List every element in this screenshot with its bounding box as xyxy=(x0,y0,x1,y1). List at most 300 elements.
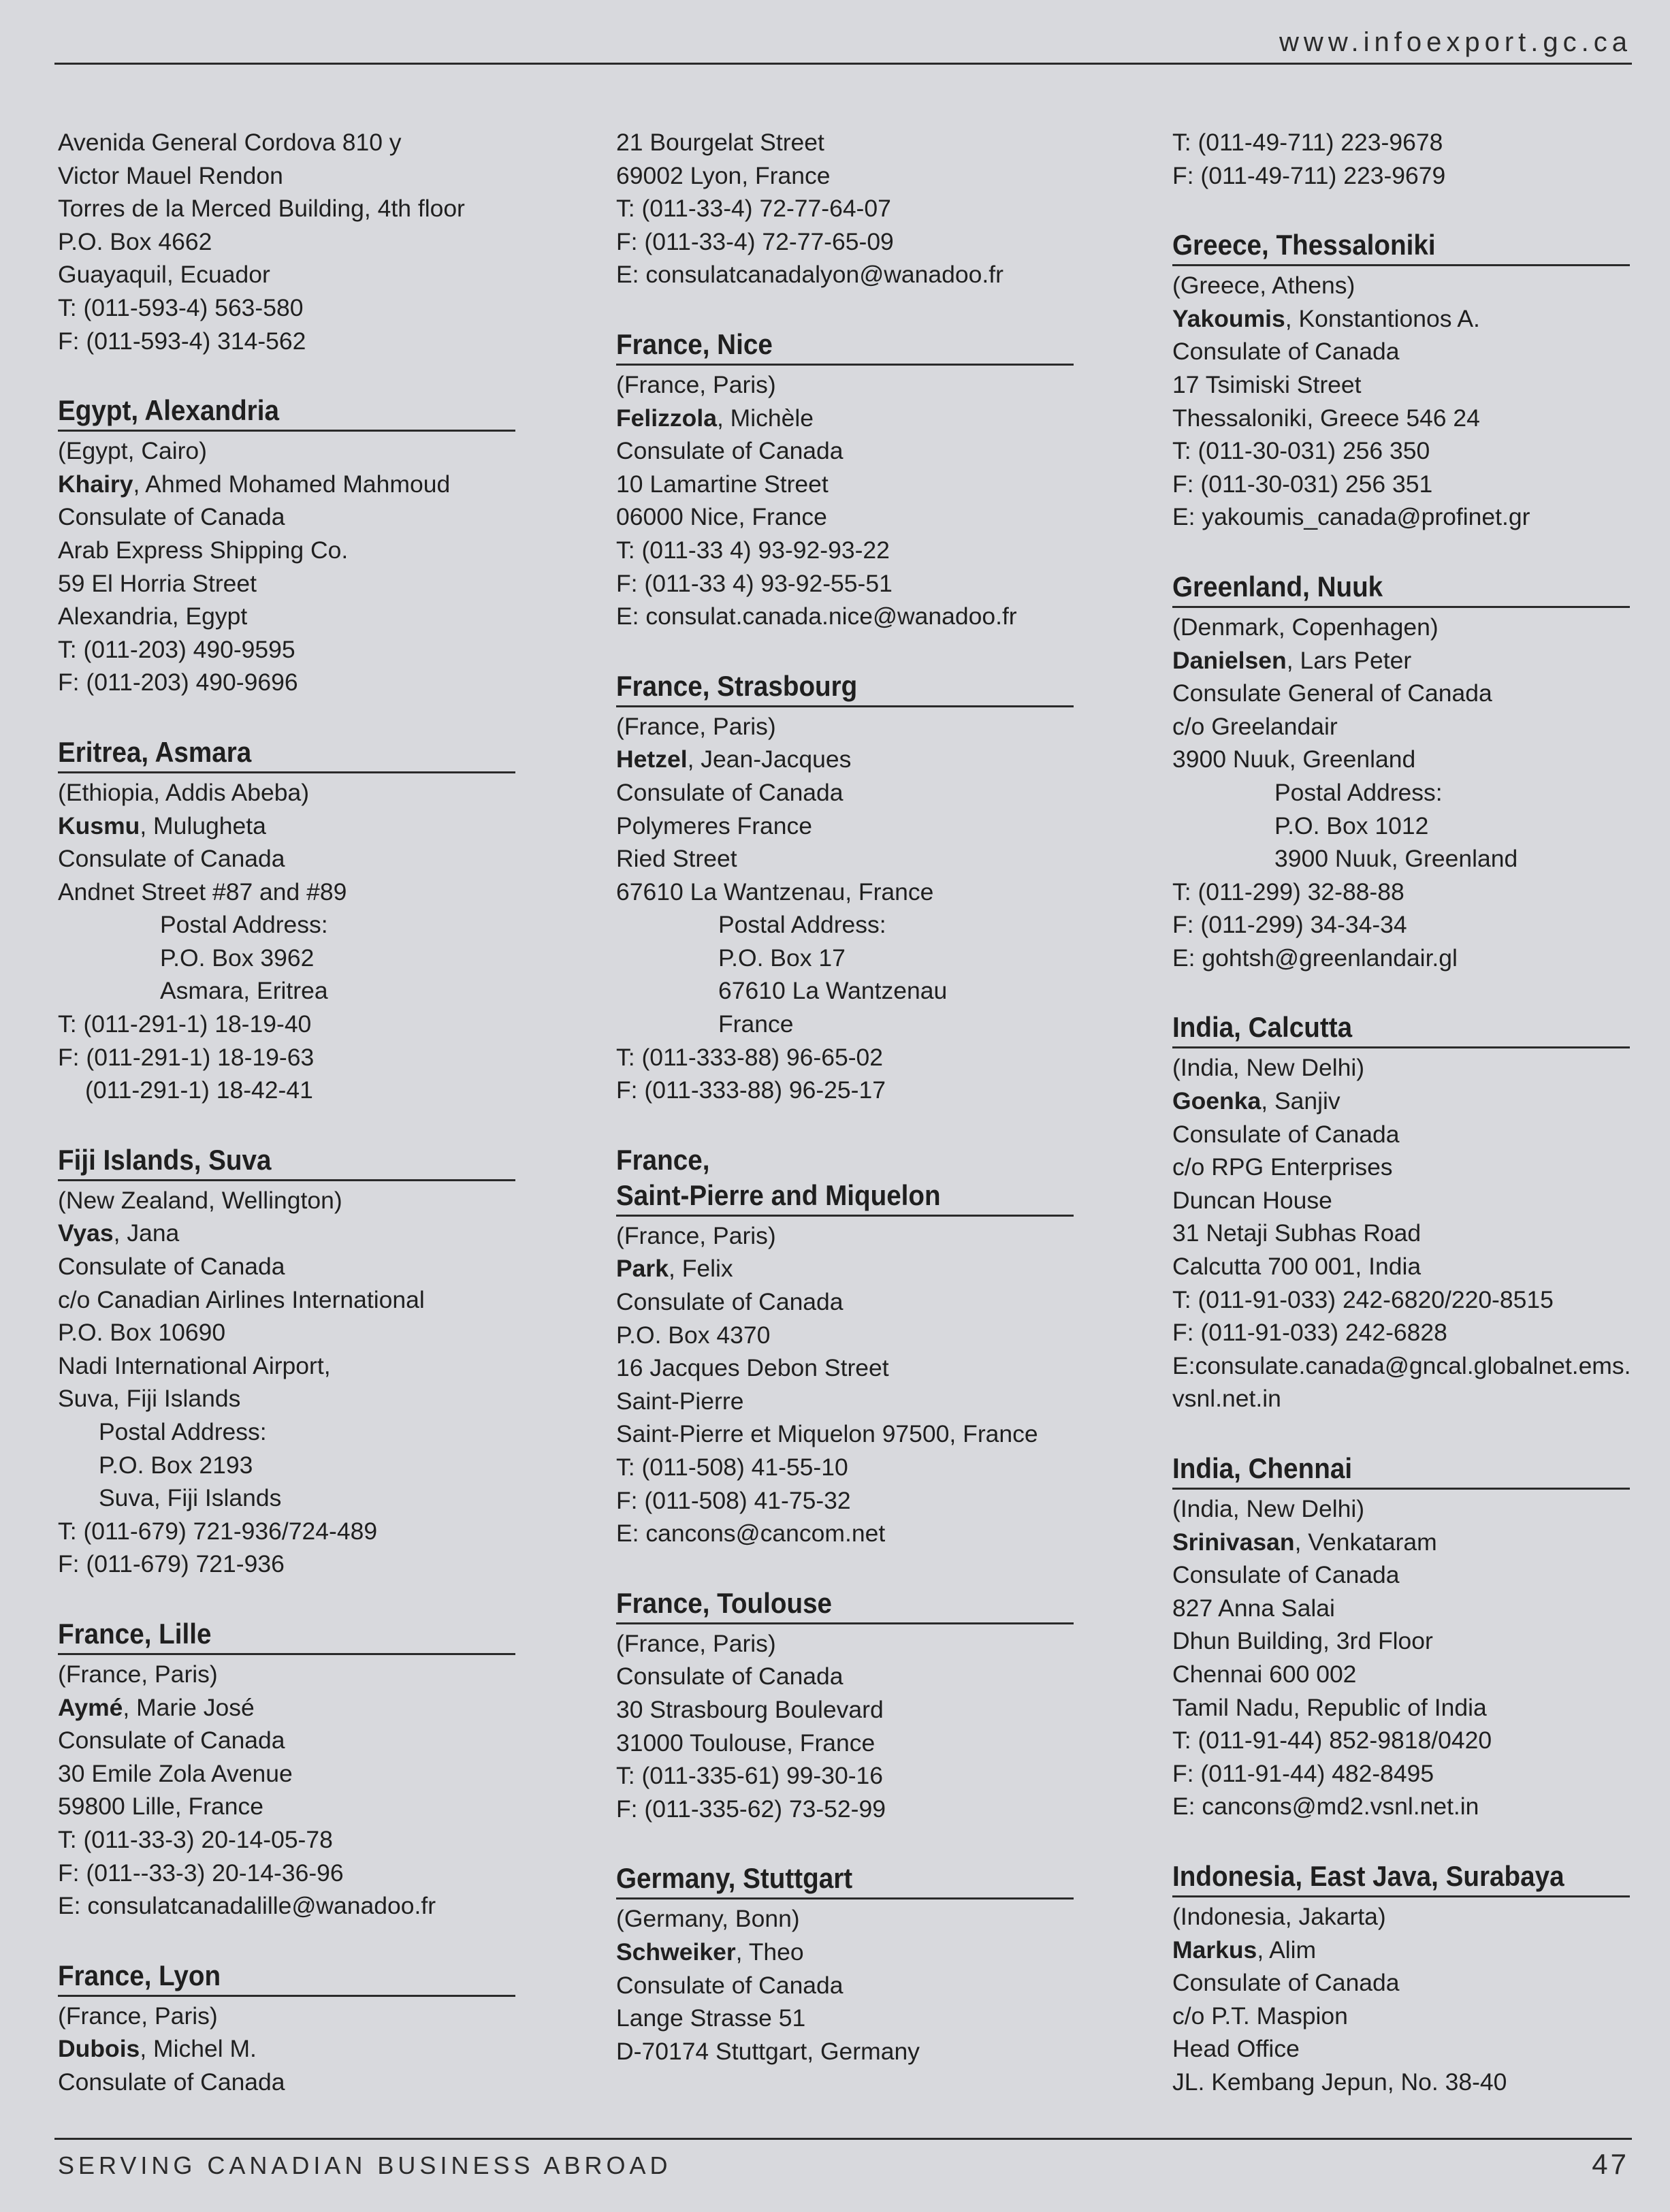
entry-line xyxy=(58,1449,534,1482)
contact-surname: Dubois xyxy=(58,2035,140,2063)
contact-surname: Vyas xyxy=(58,1219,114,1247)
entry-line xyxy=(616,1902,1093,1936)
page-number: 47 xyxy=(1592,2148,1629,2180)
entry-text: Polymeres France xyxy=(616,812,813,839)
entry-heading-block xyxy=(616,327,1074,366)
entry-text: Consulate of Canada xyxy=(616,1663,844,1690)
entry-line xyxy=(58,1041,534,1074)
entry-text: E: cancons@md2.vsnl.net.in xyxy=(1172,1793,1479,1821)
entry-line xyxy=(58,1217,534,1250)
entry-line xyxy=(1172,842,1649,876)
entry-line xyxy=(1172,269,1649,302)
entry-line xyxy=(616,1385,1093,1418)
entry-text: c/o Canadian Airlines International xyxy=(58,1285,425,1313)
entry-heading: Greenland, Nuuk xyxy=(1172,570,1383,603)
entry-line xyxy=(1172,942,1649,975)
entry-line xyxy=(58,1349,534,1383)
entry-line xyxy=(58,291,534,325)
entry-text: Consulate General of Canada xyxy=(1172,679,1492,707)
entry-line xyxy=(616,942,1093,975)
entry-text: E: consulat.canada.nice@wanadoo.fr xyxy=(616,603,1017,630)
entry-line xyxy=(58,942,534,975)
entry-heading: Indonesia, East Java, Surabaya xyxy=(1172,1859,1564,1892)
entry-text: F: (011-91-033) 242-6828 xyxy=(1172,1319,1447,1347)
entry-text: P.O. Box 2193 xyxy=(99,1451,253,1479)
entry-text: F: (011-333-88) 96-25-17 xyxy=(616,1076,886,1104)
entry-line xyxy=(58,633,534,667)
entry-line xyxy=(58,567,534,600)
entry-line xyxy=(58,1074,534,1107)
entry-text: , Felix xyxy=(668,1255,733,1283)
entry-text: (India, New Delhi) xyxy=(1172,1495,1365,1522)
entry-text: T: (011-33-3) 20-14-05-78 xyxy=(58,1825,333,1853)
entry-line xyxy=(58,1691,534,1725)
consulate-entry xyxy=(1172,1451,1649,1823)
entry-heading: Eritrea, Asmara xyxy=(58,735,252,768)
contact-surname: Goenka xyxy=(1172,1087,1262,1115)
entry-text: 10 Lamartine Street xyxy=(616,470,829,498)
entry-line xyxy=(616,1041,1093,1074)
entry-text: Dhun Building, 3rd Floor xyxy=(1172,1627,1433,1655)
entry-line xyxy=(1172,468,1649,501)
entry-text: , Mulugheta xyxy=(140,812,266,839)
entry-line xyxy=(58,1515,534,1548)
entry-line xyxy=(1172,1966,1649,2000)
entry-text: F: (011-33 4) 93-92-55-51 xyxy=(616,569,893,597)
contact-surname: Yakoumis xyxy=(1172,304,1285,332)
entry-line xyxy=(616,1969,1093,2002)
entry-line xyxy=(1172,1217,1649,1250)
entry-text: Postal Address: xyxy=(99,1418,267,1445)
entry-text: Suva, Fiji Islands xyxy=(99,1484,282,1512)
entry-line xyxy=(616,258,1093,291)
entry-text: Chennai 600 002 xyxy=(1172,1660,1357,1688)
entry-line xyxy=(1172,876,1649,909)
entry-line xyxy=(1172,1757,1649,1791)
entry-text: (France, Paris) xyxy=(616,1629,776,1657)
entry-text: P.O. Box 10690 xyxy=(58,1319,226,1347)
entry-line xyxy=(616,126,1093,159)
entry-line xyxy=(58,192,534,225)
entry-text: Ried Street xyxy=(616,845,737,873)
entry-text: T: (011-33-4) 72-77-64-07 xyxy=(616,195,891,223)
consulate-entry xyxy=(58,126,534,357)
entry-text: 59800 Lille, France xyxy=(58,1793,263,1821)
entry-text: (France, Paris) xyxy=(616,1221,776,1249)
consulate-entry xyxy=(58,735,534,1107)
entry-text: Thessaloniki, Greece 546 24 xyxy=(1172,404,1480,432)
entry-text: Tamil Nadu, Republic of India xyxy=(1172,1693,1487,1721)
entry-text: 16 Jacques Debon Street xyxy=(616,1354,889,1382)
entry-text: Consulate of Canada xyxy=(58,845,285,873)
entry-text: France xyxy=(718,1010,794,1038)
entry-text: Postal Address: xyxy=(718,911,886,939)
entry-line xyxy=(58,1481,534,1515)
entry-line xyxy=(1172,402,1649,435)
entry-text: c/o P.T. Maspion xyxy=(1172,2002,1348,2030)
entry-text: Andnet Street #87 and #89 xyxy=(58,878,347,905)
entry-line xyxy=(1172,1349,1649,1383)
entry-line xyxy=(616,1319,1093,1352)
entry-line xyxy=(58,159,534,193)
entry-heading-block xyxy=(58,1142,515,1181)
consulate-entry xyxy=(616,1586,1093,1826)
entry-text: (011-291-1) 18-42-41 xyxy=(85,1076,313,1104)
entry-line xyxy=(58,325,534,358)
entry-text: F: (011-335-62) 73-52-99 xyxy=(616,1795,886,1823)
entry-text: F: (011-30-031) 256 351 xyxy=(1172,470,1433,498)
entry-text: T: (011-49-711) 223-9678 xyxy=(1172,129,1443,156)
entry-text: Postal Address: xyxy=(1274,778,1443,806)
entry-line xyxy=(58,1823,534,1857)
entry-line xyxy=(616,600,1093,633)
entry-line xyxy=(616,1451,1093,1484)
entry-text: 31 Netaji Subhas Road xyxy=(1172,1219,1422,1247)
entry-text: F: (011-593-4) 314-562 xyxy=(58,327,306,355)
entry-line xyxy=(58,974,534,1008)
entry-line xyxy=(58,1250,534,1283)
entry-line xyxy=(58,2032,534,2066)
entry-line xyxy=(1172,1624,1649,1658)
consulate-entry xyxy=(58,1616,534,1923)
entry-text: 3900 Nuuk, Greenland xyxy=(1274,845,1518,873)
entry-text: E: consulatcanadalyon@wanadoo.fr xyxy=(616,261,1003,289)
entry-text: Head Office xyxy=(1172,2035,1300,2063)
entry-line xyxy=(1172,810,1649,843)
entry-line xyxy=(58,908,534,942)
entry-text: Guayaquil, Ecuador xyxy=(58,261,270,289)
footer-tagline: SERVING CANADIAN BUSINESS ABROAD xyxy=(58,2151,672,2179)
entry-heading: Fiji Islands, Suva xyxy=(58,1143,272,1176)
consulate-entry xyxy=(616,1861,1093,2068)
consulate-entry xyxy=(1172,227,1649,534)
entry-text: JL. Kembang Jepun, No. 38-40 xyxy=(1172,2068,1507,2096)
entry-line xyxy=(1172,126,1649,159)
entry-heading: Greece, Thessaloniki xyxy=(1172,229,1436,261)
entry-line xyxy=(1172,1934,1649,1967)
entry-line xyxy=(616,192,1093,225)
entry-text: Alexandria, Egypt xyxy=(58,603,248,630)
entry-line xyxy=(1172,368,1649,402)
entry-line xyxy=(1172,1184,1649,1217)
entry-heading-block xyxy=(1172,569,1630,608)
entry-text: vsnl.net.in xyxy=(1172,1385,1281,1413)
entry-text: F: (011-203) 490-9696 xyxy=(58,669,298,696)
consulate-entry xyxy=(1172,1859,1649,2099)
entry-text: Avenida General Cordova 810 y xyxy=(58,129,402,156)
entry-line xyxy=(1172,1526,1649,1559)
contact-surname: Srinivasan xyxy=(1172,1528,1295,1556)
entry-line xyxy=(616,434,1093,468)
entry-line xyxy=(616,1417,1093,1451)
entry-text: P.O. Box 4662 xyxy=(58,227,212,255)
footer-rule xyxy=(54,2138,1632,2140)
entry-line xyxy=(616,2002,1093,2035)
entry-line xyxy=(58,810,534,843)
entry-text: 06000 Nice, France xyxy=(616,503,827,531)
entry-line xyxy=(616,159,1093,193)
entry-line xyxy=(58,1658,534,1691)
entry-line xyxy=(58,225,534,259)
consulate-entry xyxy=(1172,1010,1649,1415)
entry-heading: France, Strasbourg xyxy=(616,669,858,702)
entry-line xyxy=(616,810,1093,843)
entry-line xyxy=(58,2000,534,2033)
entry-text: , Lars Peter xyxy=(1286,646,1412,674)
entry-line xyxy=(58,1415,534,1449)
entry-line xyxy=(616,1484,1093,1518)
column-3 xyxy=(1172,126,1649,2134)
entry-text: Victor Mauel Rendon xyxy=(58,161,283,189)
entry-line xyxy=(616,1252,1093,1285)
entry-text: Consulate of Canada xyxy=(58,2068,285,2096)
entry-heading: India, Chennai xyxy=(1172,1452,1353,1484)
entry-line xyxy=(1172,710,1649,743)
entry-heading-block xyxy=(58,735,515,773)
entry-text: (France, Paris) xyxy=(58,1660,218,1688)
entry-line xyxy=(1172,1250,1649,1283)
entry-line xyxy=(58,500,534,534)
entry-line xyxy=(58,842,534,876)
entry-text: Consulate of Canada xyxy=(58,503,285,531)
contact-surname: Felizzola xyxy=(616,404,717,432)
entry-text: Consulate of Canada xyxy=(58,1727,285,1754)
entry-text: E: yakoumis_canada@profinet.gr xyxy=(1172,503,1530,531)
entry-heading: France, Toulouse xyxy=(616,1586,833,1619)
entry-heading-line-2: Saint-Pierre and Miquelon xyxy=(616,1179,941,1211)
entry-text: Lange Strasse 51 xyxy=(616,2004,806,2032)
entry-text: E:consulate.canada@gncal.globalnet.ems. xyxy=(1172,1351,1631,1379)
entry-text: (Germany, Bonn) xyxy=(616,1905,800,1933)
entry-heading-block xyxy=(1172,1859,1630,1897)
entry-line xyxy=(1172,1492,1649,1526)
entry-line xyxy=(616,710,1093,743)
entry-line xyxy=(1172,1558,1649,1592)
entry-text: Saint-Pierre xyxy=(616,1387,744,1415)
entry-text: T: (011-91-033) 242-6820/220-8515 xyxy=(1172,1285,1554,1313)
entry-line xyxy=(58,1548,534,1581)
entry-line xyxy=(1172,2032,1649,2066)
entry-line xyxy=(1172,1151,1649,1184)
entry-line xyxy=(616,1793,1093,1826)
entry-heading-block xyxy=(1172,227,1630,266)
entry-text: P.O. Box 3962 xyxy=(160,944,315,972)
entry-text: , Konstantionos A. xyxy=(1285,304,1480,332)
entry-line xyxy=(616,1660,1093,1693)
entry-line xyxy=(58,258,534,291)
entry-text: (France, Paris) xyxy=(616,370,776,398)
entry-text: Consulate of Canada xyxy=(58,1253,285,1281)
consulate-entry xyxy=(616,669,1093,1107)
entry-line xyxy=(616,876,1093,909)
contact-surname: Hetzel xyxy=(616,746,688,773)
entry-line xyxy=(616,1936,1093,1969)
entry-text: (France, Paris) xyxy=(616,712,776,740)
entry-line xyxy=(1172,1900,1649,1934)
entry-line xyxy=(616,974,1093,1008)
entry-line xyxy=(1172,302,1649,336)
entry-heading-block xyxy=(58,1958,515,1997)
entry-line xyxy=(1172,1790,1649,1823)
entry-heading: Egypt, Alexandria xyxy=(58,394,279,427)
entry-text: , Ahmed Mohamed Mahmoud xyxy=(133,470,451,498)
entry-text: Torres de la Merced Building, 4th floor xyxy=(58,195,465,223)
entry-heading: Germany, Stuttgart xyxy=(616,1862,853,1895)
entry-text: 827 Anna Salai xyxy=(1172,1594,1335,1622)
consulate-entry xyxy=(616,1142,1093,1550)
entry-text: E: consulatcanadalille@wanadoo.fr xyxy=(58,1892,436,1920)
contact-surname: Danielsen xyxy=(1172,646,1287,674)
entry-text: P.O. Box 17 xyxy=(718,944,846,972)
entry-line xyxy=(1172,335,1649,368)
consulate-entry xyxy=(1172,126,1649,192)
entry-heading-block xyxy=(58,1616,515,1655)
entry-line xyxy=(616,1219,1093,1253)
entry-line xyxy=(58,534,534,567)
entry-text: 3900 Nuuk, Greenland xyxy=(1172,746,1416,773)
entry-text: Asmara, Eritrea xyxy=(160,977,328,1005)
entry-line xyxy=(616,500,1093,534)
entry-text: , Theo xyxy=(735,1938,804,1966)
entry-text: T: (011-593-4) 563-580 xyxy=(58,293,304,321)
header-rule xyxy=(54,63,1632,65)
entry-text: 67610 La Wantzenau xyxy=(718,977,948,1005)
entry-line xyxy=(58,126,534,159)
contact-surname: Markus xyxy=(1172,1936,1257,1963)
entry-line xyxy=(616,1727,1093,1760)
entry-text: (India, New Delhi) xyxy=(1172,1054,1365,1082)
entry-heading-block xyxy=(616,1142,1074,1217)
entry-text: F: (011--33-3) 20-14-36-96 xyxy=(58,1859,344,1887)
consulate-entry xyxy=(58,1958,534,2099)
entry-text: F: (011-299) 34-34-34 xyxy=(1172,911,1407,939)
entry-heading-block xyxy=(616,669,1074,707)
entry-heading-block xyxy=(1172,1010,1630,1048)
entry-text: 30 Emile Zola Avenue xyxy=(58,1759,293,1787)
entry-text: 30 Strasbourg Boulevard xyxy=(616,1695,884,1723)
entry-line xyxy=(616,1008,1093,1041)
entry-text: (Indonesia, Jakarta) xyxy=(1172,1902,1386,1930)
entry-line xyxy=(58,1283,534,1317)
entry-text: F: (011-33-4) 72-77-65-09 xyxy=(616,227,894,255)
entry-line xyxy=(1172,1051,1649,1085)
contact-surname: Schweiker xyxy=(616,1938,736,1966)
entry-line xyxy=(616,743,1093,776)
entry-line xyxy=(616,776,1093,810)
consulate-entry xyxy=(616,327,1093,633)
entry-line xyxy=(58,666,534,699)
entry-line xyxy=(1172,434,1649,468)
entry-line xyxy=(1172,1658,1649,1691)
entry-heading-block xyxy=(616,1586,1074,1624)
entry-line xyxy=(58,468,534,501)
entry-text: T: (011-203) 490-9595 xyxy=(58,635,295,663)
entry-text: , Michèle xyxy=(716,404,814,432)
entry-text: Arab Express Shipping Co. xyxy=(58,536,349,564)
entry-text: (Egypt, Cairo) xyxy=(58,437,207,465)
entry-text: Consulate of Canada xyxy=(1172,1969,1400,1997)
entry-heading-block xyxy=(58,393,515,432)
entry-text: Calcutta 700 001, India xyxy=(1172,1253,1422,1281)
entry-text: , Michel M. xyxy=(140,2035,257,2063)
entry-line xyxy=(58,2066,534,2099)
entry-line xyxy=(58,1790,534,1823)
entry-text: T: (011-33 4) 93-92-93-22 xyxy=(616,536,890,564)
entry-line xyxy=(616,908,1093,942)
entry-text: F: (011-91-44) 482-8495 xyxy=(1172,1759,1434,1787)
entry-line xyxy=(58,1724,534,1757)
entry-text: Suva, Fiji Islands xyxy=(58,1385,241,1413)
entry-text: Consulate of Canada xyxy=(616,1288,844,1316)
entry-line xyxy=(616,225,1093,259)
entry-text: Consulate of Canada xyxy=(1172,1120,1400,1148)
entry-heading: France, Lille xyxy=(58,1617,212,1650)
consulate-entry xyxy=(1172,569,1649,975)
entry-heading: France, Nice xyxy=(616,327,773,360)
entry-text: T: (011-333-88) 96-65-02 xyxy=(616,1043,884,1071)
consulate-entry xyxy=(616,126,1093,291)
entry-line xyxy=(1172,1592,1649,1625)
entry-line xyxy=(616,368,1093,402)
entry-text: T: (011-679) 721-936/724-489 xyxy=(58,1517,378,1545)
entry-line xyxy=(616,1517,1093,1550)
website-url: www.infoexport.gc.ca xyxy=(1279,27,1632,57)
entry-text: , Alim xyxy=(1257,1936,1317,1963)
entry-text: 59 El Horria Street xyxy=(58,569,257,597)
entry-line xyxy=(616,1285,1093,1319)
entry-line xyxy=(1172,677,1649,710)
entry-text: F: (011-49-711) 223-9679 xyxy=(1172,161,1446,189)
entry-line xyxy=(58,1316,534,1349)
entry-text: (France, Paris) xyxy=(58,2002,218,2030)
entry-line xyxy=(58,600,534,633)
entry-text: , Marie José xyxy=(123,1693,255,1721)
entry-line xyxy=(616,468,1093,501)
entry-text: (Greece, Athens) xyxy=(1172,272,1355,300)
entry-line xyxy=(616,2035,1093,2068)
entry-heading: France, Lyon xyxy=(58,1959,221,1991)
entry-text: 69002 Lyon, France xyxy=(616,161,831,189)
entry-line xyxy=(616,842,1093,876)
entry-line xyxy=(1172,1316,1649,1349)
entry-line xyxy=(1172,1118,1649,1151)
entry-text: T: (011-508) 41-55-10 xyxy=(616,1454,848,1481)
entry-text: Consulate of Canada xyxy=(1172,338,1400,366)
entry-text: Consulate of Canada xyxy=(616,778,844,806)
entry-text: 21 Bourgelat Street xyxy=(616,129,824,156)
entry-line xyxy=(58,1008,534,1041)
entry-text: (Denmark, Copenhagen) xyxy=(1172,613,1439,641)
entry-text: 67610 La Wantzenau, France xyxy=(616,878,934,905)
entry-text: E: cancons@cancom.net xyxy=(616,1520,886,1548)
entry-text: , Jana xyxy=(113,1219,180,1247)
entry-text: c/o Greelandair xyxy=(1172,712,1338,740)
contact-surname: Kusmu xyxy=(58,812,140,839)
entry-line xyxy=(616,1351,1093,1385)
entry-line xyxy=(58,1889,534,1923)
entry-line xyxy=(1172,776,1649,810)
entry-text: 17 Tsimiski Street xyxy=(1172,370,1362,398)
entry-text: Consulate of Canada xyxy=(616,1971,844,1999)
column-2 xyxy=(616,126,1093,2103)
entry-heading: France, xyxy=(616,1143,710,1176)
entry-line xyxy=(58,1184,534,1217)
entry-text: T: (011-91-44) 852-9818/0420 xyxy=(1172,1727,1492,1754)
entry-text: , Venkataram xyxy=(1294,1528,1437,1556)
entry-text: Saint-Pierre et Miquelon 97500, France xyxy=(616,1420,1038,1448)
entry-line xyxy=(1172,743,1649,776)
entry-line xyxy=(1172,908,1649,942)
